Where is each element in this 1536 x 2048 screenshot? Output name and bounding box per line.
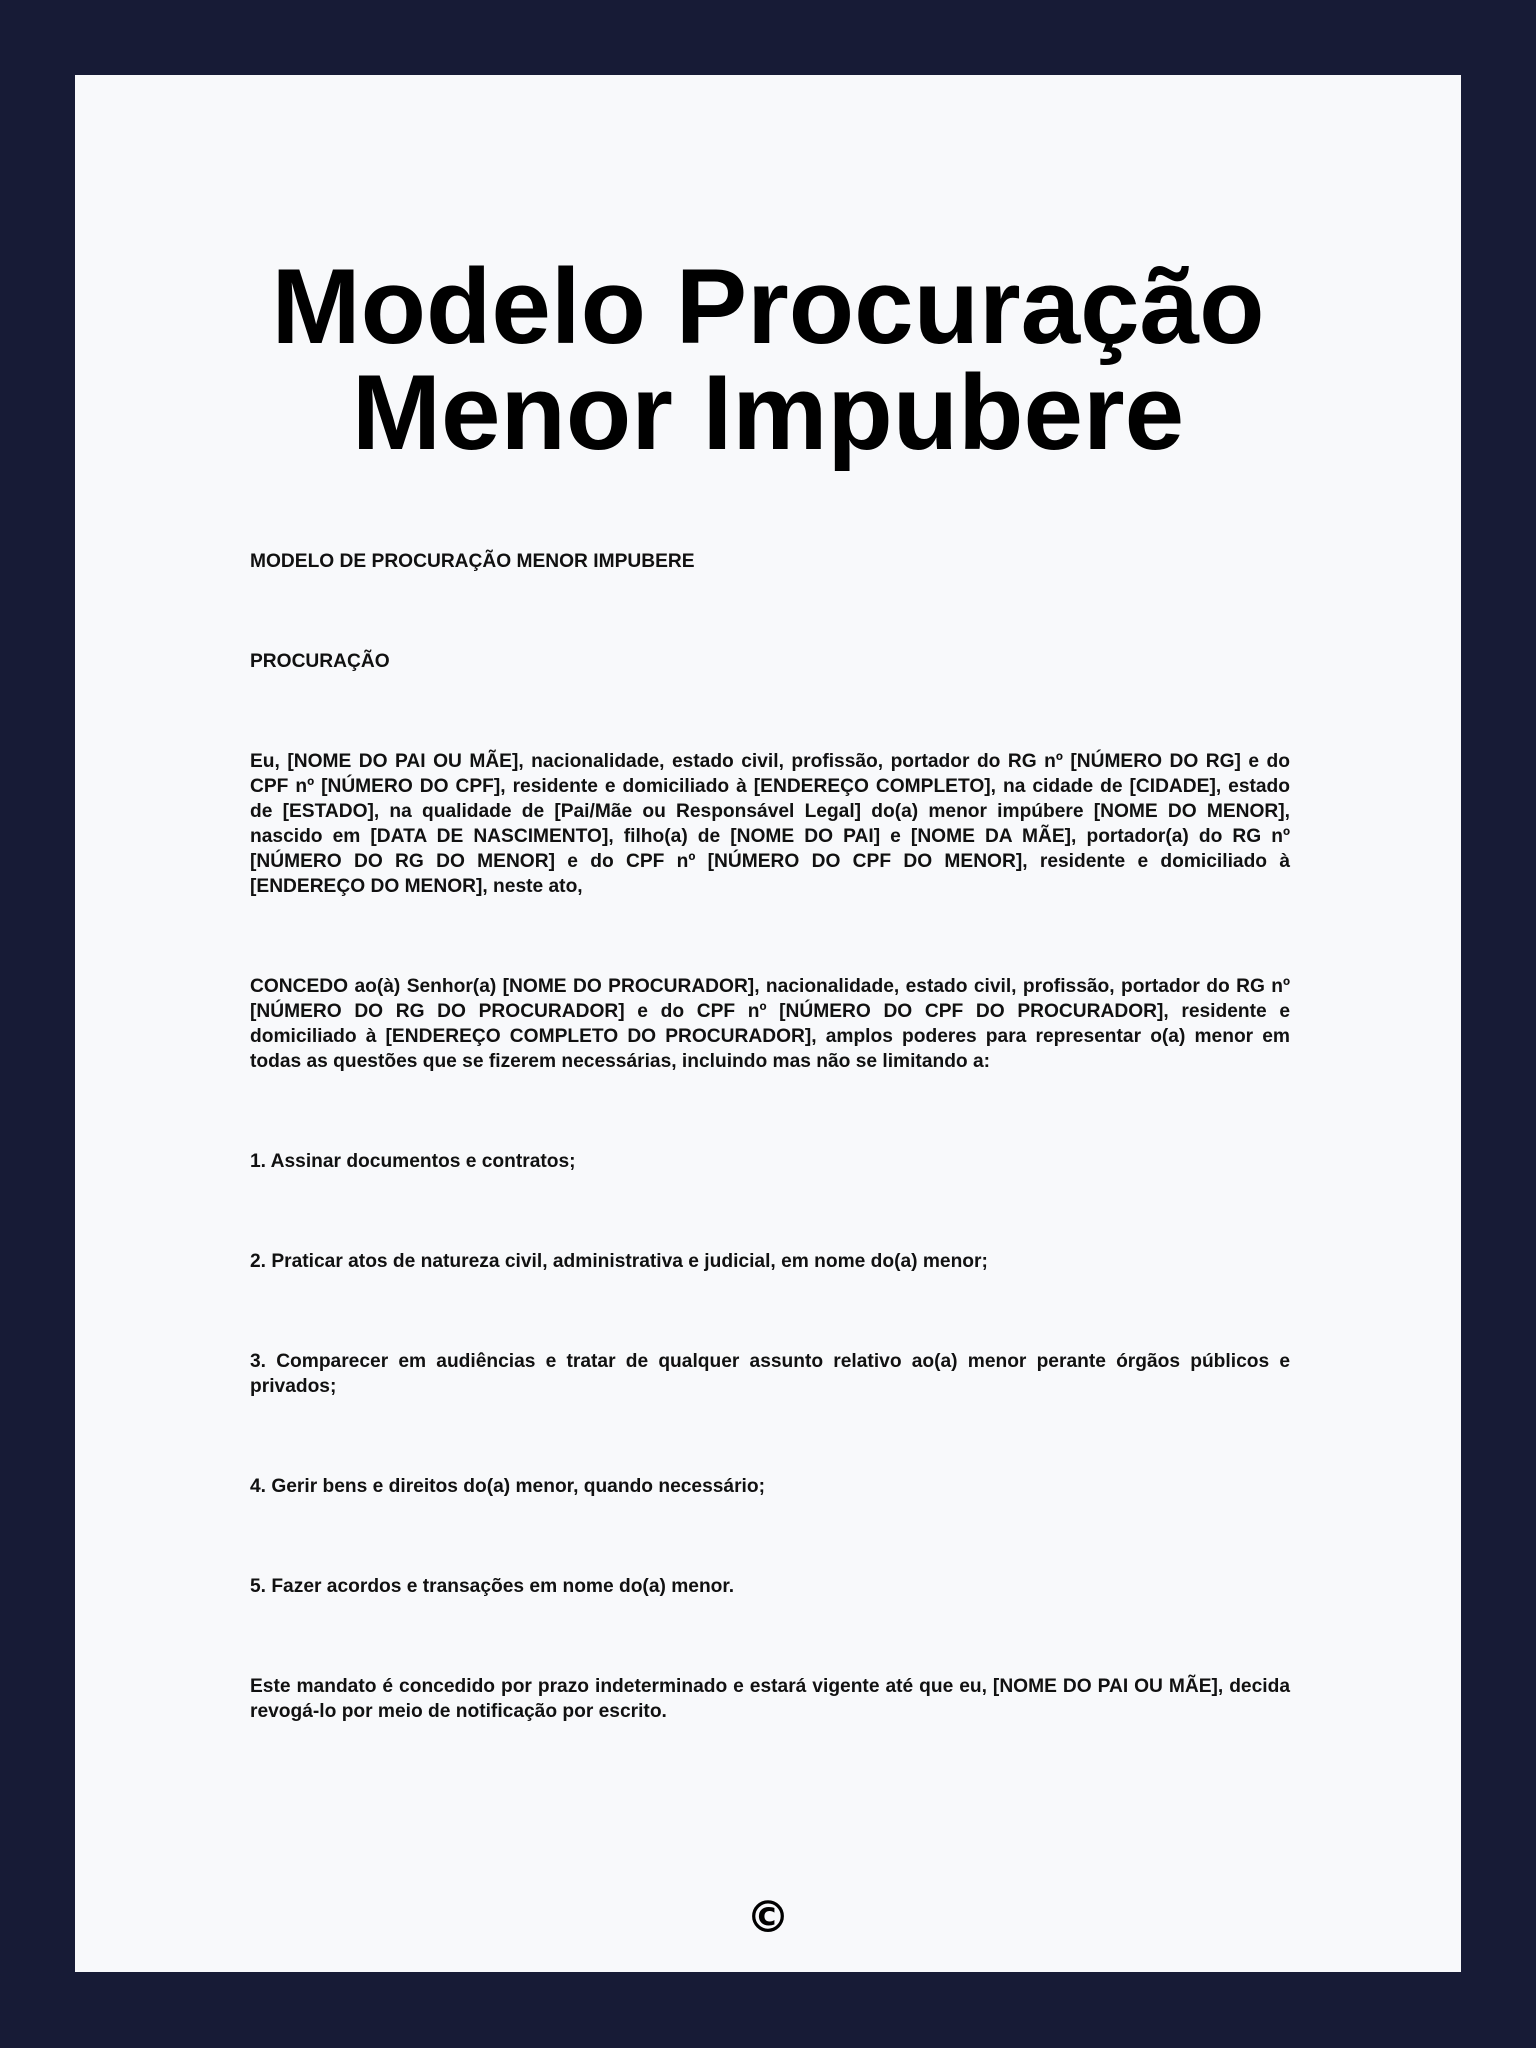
list-item: 1. Assinar documentos e contratos; [250, 1151, 576, 1172]
copyright-icon: © [746, 1892, 790, 1943]
document-subheading: PROCURAÇÃO [250, 651, 390, 672]
closing-paragraph: Este mandato é concedido por prazo indeterminado e estará vigente até que eu, [NOME DO PAI OU MÃE], decida revogá-lo por meio de notificação por escrito. [250, 1676, 1290, 1722]
list-item: 2. Praticar atos de natureza civil, administrativa e judicial, em nome do(a) menor; [250, 1251, 988, 1272]
list-item: 3. Comparecer em audiências e tratar de qualquer assunto relativo ao(a) menor perante órgãos públicos e privados; [250, 1351, 1290, 1397]
document-page [75, 75, 1461, 1972]
list-item: 5. Fazer acordos e transações em nome do(a) menor. [250, 1576, 735, 1597]
document-title: Modelo Procuração Menor Impubere [271, 246, 1265, 472]
document-heading: MODELO DE PROCURAÇÃO MENOR IMPUBERE [250, 551, 695, 572]
list-item: 4. Gerir bens e direitos do(a) menor, quando necessário; [250, 1476, 765, 1497]
document-body [250, 549, 1290, 1799]
paragraph-declarant: Eu, [NOME DO PAI OU MÃE], nacionalidade, estado civil, profissão, portador do RG nº [NÚMERO DO RG] e do CPF nº [NÚMERO DO CPF], residente e domiciliado à [ENDEREÇO COMPLETO], na cidade de [CIDADE], estado de [ESTADO], na qualidade de [Pai/Mãe ou Responsável Legal] do(a) menor impúbere [NOME DO MENOR], nascido em [DATA DE NASCIMENTO], filho(a) de [NOME DO PAI] e [NOME DA MÃE], portador(a) do RG nº [NÚMERO DO RG DO MENOR] e do CPF nº [NÚMERO DO CPF DO MENOR], residente e domiciliado à [ENDEREÇO DO MENOR], neste ato, [250, 751, 1290, 897]
paragraph-grant: CONCEDO ao(à) Senhor(a) [NOME DO PROCURADOR], nacionalidade, estado civil, profissão, portador do RG nº [NÚMERO DO RG DO PROCURADOR] e do CPF nº [NÚMERO DO CPF DO PROCURADOR], residente e domiciliado à [ENDEREÇO COMPLETO DO PROCURADOR], amplos poderes para representar o(a) menor em todas as questões que se fizerem necessárias, incluindo mas não se limitando a: [250, 976, 1290, 1072]
